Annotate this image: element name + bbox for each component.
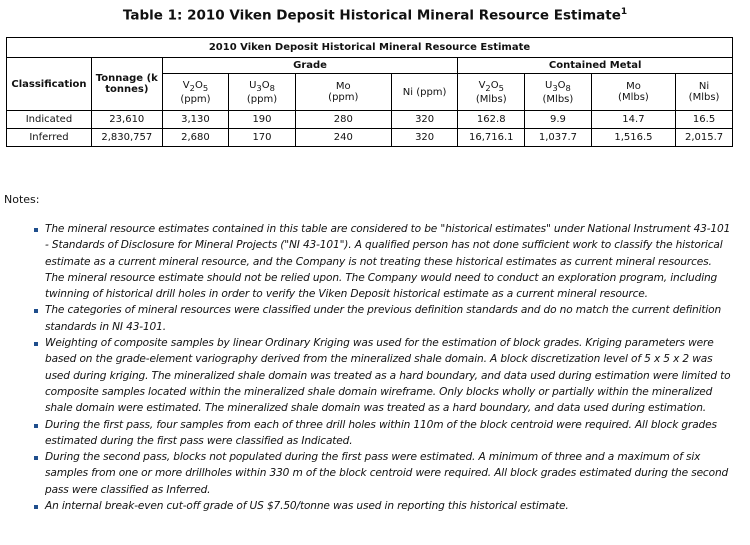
table-cell: 23,610 <box>91 111 162 129</box>
bullet-icon <box>34 342 38 346</box>
table-cell: 162.8 <box>458 111 525 129</box>
table-body <box>7 111 733 147</box>
note-item <box>34 498 734 514</box>
resource-table <box>6 37 733 147</box>
table-cell: 170 <box>229 129 296 147</box>
subheader-name: $V_2O_5$ <box>182 79 209 93</box>
bullet-icon <box>34 505 38 509</box>
title-text: Table 1: 2010 Viken Deposit Historical Mineral Resource Estimate <box>122 7 621 24</box>
bullet-icon <box>34 309 38 313</box>
header-tonnage: Tonnage (k tonnes) <box>91 58 162 111</box>
subheader-unit: (ppm) <box>180 93 211 105</box>
subheader-grade-1 <box>229 74 296 111</box>
header-classification: Classification <box>7 58 92 111</box>
subheader-name: Mo <box>626 81 641 92</box>
table-cell: 3,130 <box>162 111 229 129</box>
subheader-unit: (Mlbs) <box>618 92 649 103</box>
table-cell: 1,037.7 <box>525 129 592 147</box>
subheader-name: $U_3O_8$ <box>545 79 571 93</box>
subheader-metal-1 <box>525 74 592 111</box>
page-title <box>0 7 750 24</box>
subheader-name: Mo <box>335 81 351 92</box>
table-cell: 2,015.7 <box>676 129 733 147</box>
table-row <box>7 129 733 147</box>
subheader-metal-2 <box>591 74 675 111</box>
table-caption: 2010 Viken Deposit Historical Mineral Resource Estimate <box>7 38 733 58</box>
notes-label: Notes: <box>4 193 40 206</box>
note-item <box>34 302 734 335</box>
subheader-metal-0 <box>458 74 525 111</box>
table-cell: 16.5 <box>676 111 733 129</box>
row-classification: Indicated <box>7 111 92 129</box>
subheader-unit: (ppm) <box>328 92 359 103</box>
table-cell: 9.9 <box>525 111 592 129</box>
bullet-icon <box>34 456 38 460</box>
table-row <box>7 111 733 129</box>
table-cell: 16,716.1 <box>458 129 525 147</box>
header-metal-group: Contained Metal <box>458 58 733 74</box>
header-grade-group: Grade <box>162 58 458 74</box>
subheader-name: $U_3O_8$ <box>249 79 275 93</box>
row-classification: Inferred <box>7 129 92 147</box>
table-cell: 14.7 <box>591 111 675 129</box>
table-cell: 240 <box>295 129 391 147</box>
bullet-icon <box>34 228 38 232</box>
note-text: An internal break-even cut-off grade of US $7.50/tonne was used in reporting this historical estimate. <box>45 500 569 513</box>
note-text: Weighting of composite samples by linear Ordinary Kriging was used for the estimation of block grades. Kriging parameters were based on the grade-element variography derived from the mineralized shale domain. A block discretization level of 5 x 5 x 2 was used during kriging. The mineralized shale domain was treated as a hard boundary, and data used during estimation were limited to composite samples located within the mineralized shale domain wireframe. Only blocks wholly or partially within the mineralized shale domain were estimated. The mineralized shale domain was treated as a hard boundary, and data used during estimation. <box>45 337 731 415</box>
table-cell: 1,516.5 <box>591 129 675 147</box>
subheader-unit: (ppm) <box>246 93 278 105</box>
note-item <box>34 221 734 302</box>
note-item <box>34 449 734 498</box>
subheader-unit: (Mlbs) <box>542 93 574 105</box>
table-cell: 320 <box>391 129 458 147</box>
subheader-name: Ni <box>698 81 710 92</box>
table-cell: 320 <box>391 111 458 129</box>
subheader-name: $V_2O_5$ <box>478 79 504 93</box>
note-text: During the first pass, four samples from each of three drill holes within 110m of the block centroid were required. All block grades estimated during the first pass were classified as Indicated. <box>45 418 717 447</box>
subheader-unit: (Mlbs) <box>688 92 720 103</box>
subheader-grade-0 <box>162 74 229 111</box>
bullet-icon <box>34 424 38 428</box>
table-cell: 190 <box>229 111 296 129</box>
note-item <box>34 335 734 416</box>
subheader-grade-3 <box>391 74 458 111</box>
note-item <box>34 417 734 450</box>
notes-list <box>34 221 734 514</box>
note-text: The mineral resource estimates contained in this table are considered to be "historical estimates" under National Instrument 43-101 - Standards of Disclosure for Mineral Projects ("NI 43-101"). A qualified person has not done sufficient work to classify the historical estimate as a current mineral resource, and the Company is not treating these historical estimates as current mineral resources. The mineral resource estimate should not be relied upon. The Company would need to conduct an exploration program, including twinning of historical drill holes in order to verify the Viken Deposit historical estimate as a current mineral resource. <box>45 223 731 301</box>
table-cell: 2,830,757 <box>91 129 162 147</box>
subheader-name: Ni (ppm) <box>402 86 447 98</box>
note-text: During the second pass, blocks not populated during the first pass were estimated. A minimum of three and a maximum of six samples from one or more drillholes within 330 m of the block centroid were required. All block grades estimated during the second pass were classified as Inferred. <box>45 451 729 496</box>
table-cell: 280 <box>295 111 391 129</box>
subheader-grade-2 <box>295 74 391 111</box>
subheader-unit: (Mlbs) <box>475 93 507 105</box>
table-cell: 2,680 <box>162 129 229 147</box>
subheader-metal-3 <box>676 74 733 111</box>
note-text: The categories of mineral resources were classified under the previous definition standards and do no match the current definition standards in NI 43-101. <box>45 304 722 333</box>
title-footnote: 1 <box>620 7 628 17</box>
